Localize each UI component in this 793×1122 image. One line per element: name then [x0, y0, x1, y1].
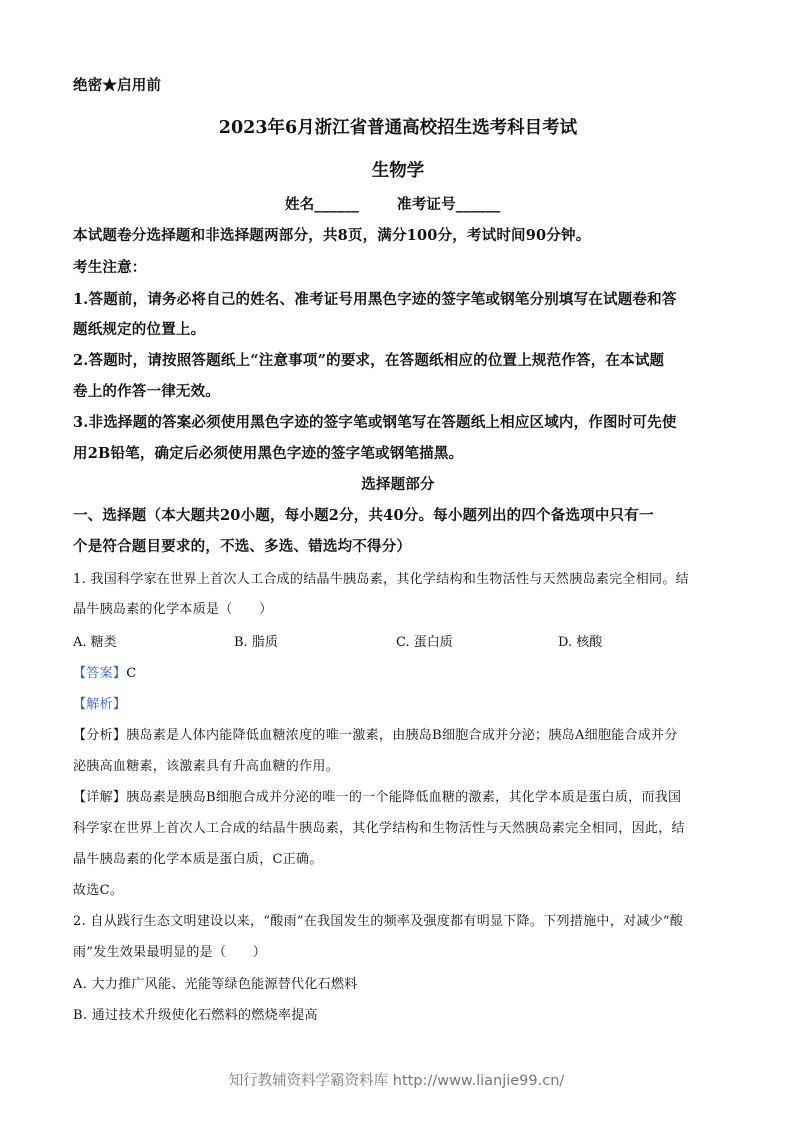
section-intro-line-1: 一、选择题（本大题共20小题，每小题2分，共40分。每小题列出的四个备选项中只有一	[73, 507, 654, 524]
analysis-tag: 【解析】	[73, 697, 127, 712]
q1-xiangjie-line-3: 晶牛胰岛素的化学本质是蛋白质，C正确。	[73, 852, 323, 867]
note-2-line-1: 2.答题时，请按照答题纸上“注意事项”的要求，在答题纸相应的位置上规范作答，在本试题	[73, 352, 665, 369]
footer-watermark: 知行教辅资料学霸资料库 http://www.lianjie99.cn/	[228, 1073, 565, 1089]
secret-label: 绝密★启用前	[73, 77, 162, 94]
note-1-line-2: 题纸规定的位置上。	[73, 321, 206, 338]
note-3-line-1: 3.非选择题的答案必须使用黑色字迹的签字笔或钢笔写在答题纸上相应区域内，作图时可先使	[73, 414, 677, 431]
intro-text: 本试题卷分选择题和非选择题两部分，共8页，满分100分，考试时间90分钟。	[73, 227, 591, 244]
q2-stem-line-1: 2. 自从践行生态文明建设以来，“酸雨”在我国发生的频率及强度都有明显下降。下列措施中，对减少“酸	[73, 914, 684, 929]
section-intro-line-2: 个是符合题目要求的，不选、多选、错选均不得分）	[73, 538, 412, 555]
note-3-line-2: 用2B铅笔，确定后必须使用黑色字迹的签字笔或钢笔描黑。	[73, 445, 464, 462]
q1-xiangjie-line-1	[73, 786, 681, 805]
section-title: 选择题部分	[361, 476, 435, 493]
q1-stem-line-2: 晶牛胰岛素的化学本质是（ ）	[73, 602, 273, 617]
answer-tag: 【答案】	[73, 666, 127, 681]
subject-title: 生物学	[371, 161, 425, 181]
fenxi-tag: 【分析】	[73, 728, 127, 743]
q1-option-a: A. 糖类	[73, 635, 117, 650]
q2-option-a: A. 大力推广风能、光能等绿色能源替代化石燃料	[73, 977, 358, 992]
xiangjie-tag: 【详解】	[73, 790, 127, 805]
name-field: 姓名______	[285, 196, 360, 213]
q1-fenxi-line-1	[73, 724, 678, 743]
fenxi-text: 胰岛素是人体内能降低血糖浓度的唯一激素，由胰岛B细胞合成并分泌；胰岛A细胞能合成并分	[126, 728, 678, 743]
q1-stem-line-1: 1. 我国科学家在世界上首次人工合成的结晶牛胰岛素，其化学结构和生物活性与天然胰岛素完全相同。结	[73, 572, 689, 587]
exam-title: 2023年6月浙江省普通高校招生选考科目考试	[218, 118, 578, 138]
answer-value: C	[126, 666, 137, 681]
notes-heading: 考生注意：	[73, 259, 147, 276]
q2-option-b: B. 通过技术升级使化石燃料的燃烧率提高	[73, 1008, 318, 1023]
q2-stem-line-2: 雨”发生效果最明显的是（ ）	[73, 945, 267, 960]
q1-conclusion: 故选C。	[73, 883, 124, 898]
note-1-line-1: 1.答题前，请务必将自己的姓名、准考证号用黑色字迹的签字笔或钢笔分别填写在试题卷和答	[73, 291, 677, 308]
id-field: 准考证号______	[397, 196, 501, 213]
q1-option-b: B. 脂质	[234, 635, 278, 650]
xiangjie-text: 胰岛素是胰岛B细胞合成并分泌的唯一的一个能降低血糖的激素，其化学本质是蛋白质，而我国	[126, 790, 682, 805]
q1-option-d: D. 核酸	[558, 635, 603, 650]
q1-fenxi-line-2: 泌胰高血糖素，该激素具有升高血糖的作用。	[73, 759, 340, 774]
q1-option-c: C. 蛋白质	[396, 635, 453, 650]
q1-answer	[73, 662, 136, 681]
q1-xiangjie-line-2: 科学家在世界上首次人工合成的结晶牛胰岛素，其化学结构和生物活性与天然胰岛素完全相同，因此，结	[73, 821, 685, 836]
note-2-line-2: 卷上的作答一律无效。	[73, 383, 220, 400]
